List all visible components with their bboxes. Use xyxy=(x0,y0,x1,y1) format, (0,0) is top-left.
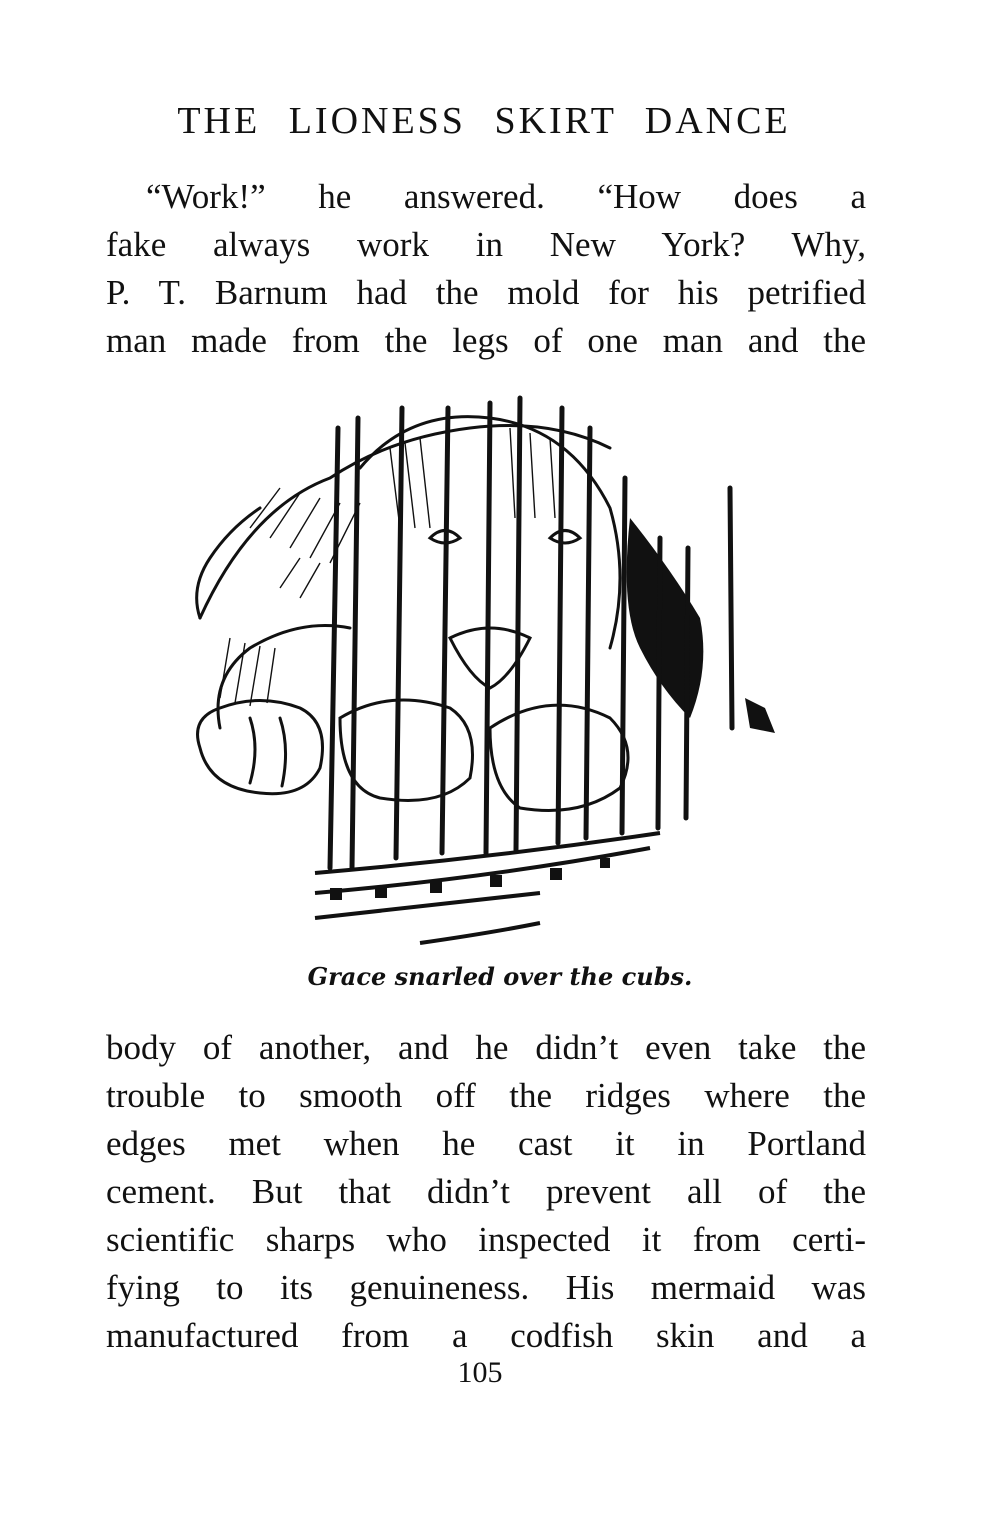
text-line: man made from the legs of one man and the xyxy=(106,321,866,360)
text-line: edges met when he cast it in Portland xyxy=(106,1124,866,1163)
rail-rivet xyxy=(375,886,387,898)
rail-rivet xyxy=(600,858,610,868)
cub-outline xyxy=(340,700,473,801)
cage-bar xyxy=(352,418,358,868)
fur-hatching xyxy=(390,428,555,528)
paragraph-bottom xyxy=(106,1024,866,1360)
lioness-tail xyxy=(197,508,260,618)
lioness-back-outline xyxy=(200,426,610,619)
cage-bar xyxy=(658,538,660,828)
text-line: cement. But that didn’t prevent all of the xyxy=(106,1172,866,1211)
lioness-cage-illustration xyxy=(190,388,790,958)
cage-shadow xyxy=(627,518,704,718)
text-line: fying to its genuineness. His mermaid was xyxy=(106,1268,866,1307)
paragraph-top xyxy=(106,173,866,365)
cage-bar xyxy=(330,428,338,868)
lioness-paw xyxy=(198,701,323,794)
cage-bar xyxy=(442,408,448,853)
rail-rivet xyxy=(330,888,342,900)
cage-floor-rail xyxy=(315,893,540,918)
page-number: 105 xyxy=(457,1356,503,1389)
lioness-paw-toe xyxy=(280,718,286,786)
cage-bar xyxy=(622,478,625,833)
illustration-caption: Grace snarled over the cubs. xyxy=(307,962,693,991)
cage-bar xyxy=(686,548,688,818)
text-line: scientific sharps who inspected it from certi- xyxy=(106,1220,866,1259)
cage-bar xyxy=(516,398,520,850)
lioness-eye xyxy=(550,531,580,544)
cage-bar xyxy=(558,408,562,843)
cage-bar xyxy=(730,488,732,728)
lioness-haunch xyxy=(218,626,350,729)
text-line: fake always work in New York? Why, xyxy=(106,225,866,264)
cage-bar xyxy=(486,403,490,853)
text-line: trouble to smooth off the ridges where the xyxy=(106,1076,866,1115)
cage-bar xyxy=(396,408,402,858)
fur-hatching xyxy=(250,488,360,598)
text-line: manufactured from a codfish skin and a xyxy=(106,1316,866,1355)
rail-rivet xyxy=(490,875,502,887)
text-line: P. T. Barnum had the mold for his petrified xyxy=(106,273,866,312)
rail-rivet xyxy=(550,868,562,880)
text-line: “Work!” he answered. “How does a xyxy=(146,177,866,216)
cage-bar xyxy=(586,428,590,838)
lioness-paw-toe xyxy=(250,718,255,783)
cage-floor-rail xyxy=(420,923,540,943)
rail-rivet xyxy=(430,881,442,893)
text-line: body of another, and he didn’t even take the xyxy=(106,1028,866,1067)
cage-shadow xyxy=(745,698,775,733)
running-head: THE LIONESS SKIRT DANCE xyxy=(177,100,791,142)
